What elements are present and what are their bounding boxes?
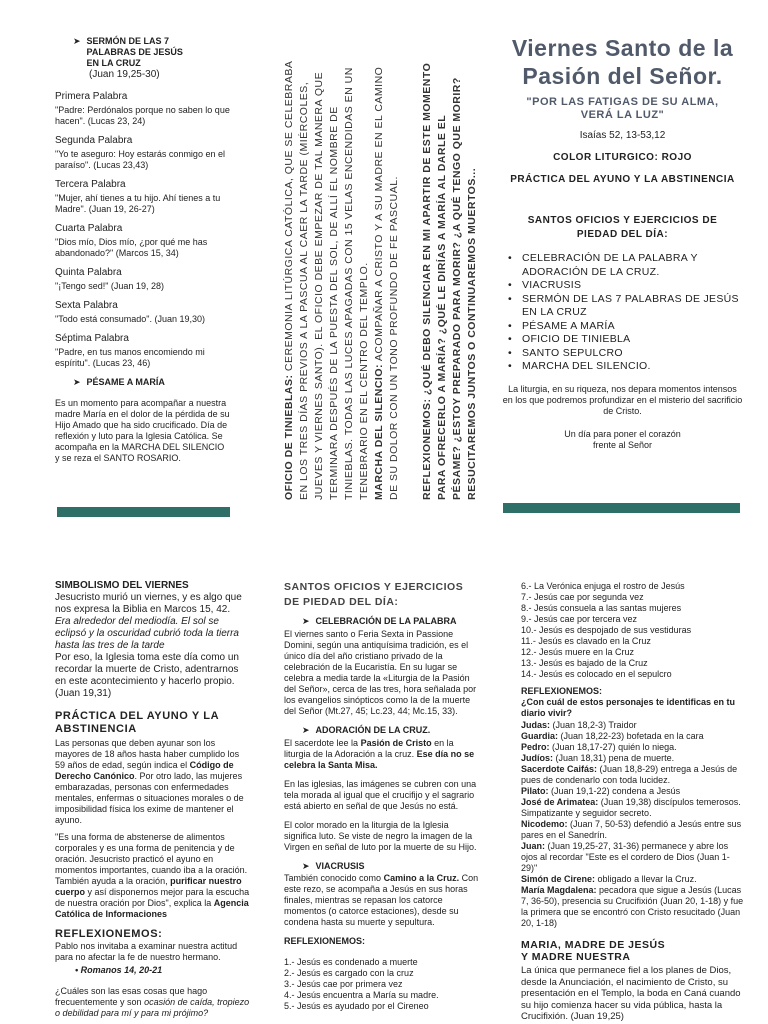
palabra-text: "Todo está consumado". (Juan 19,30) bbox=[55, 314, 205, 324]
palabras-list bbox=[55, 91, 250, 369]
reflex-title: REFLEXIONEMOS: bbox=[521, 686, 603, 696]
ador-bold-2: Ese día no se celebra la Santa Misa. bbox=[284, 749, 475, 770]
via-text-b: Con este rezo, se acompaña a Jesús en sus horas finales, mientras se repasan los catorce momentos (o catorce estaciones), desde su condena hasta su muerte y sepultura. bbox=[284, 873, 479, 927]
list-item: • MARCHA DEL SILENCIO. bbox=[500, 360, 745, 374]
pesame-title: PÉSAME A MARÍA bbox=[86, 377, 165, 387]
simbolismo-text-c: Por eso, la Iglesia toma este día como un recordar la muerte de Cristo, adentrarnos en este acontecimiento y hacerlo propio. bbox=[55, 652, 239, 687]
cover-ref: Isaías 52, 13-53,12 bbox=[579, 130, 666, 141]
list-item bbox=[521, 753, 745, 764]
practica-title: PRÁCTICA DEL AYUNO Y LA ABSTINENCIA bbox=[55, 710, 219, 735]
cel-text: El viernes santo o Feria Sexta in Passione Domini, según una antiquísima tradición, es el único día del año cristiano privado de la celebración de la Eucaristía. En su lugar se celebra a media tarde la «Liturgia de la Pasión del Señor», cerca de las tres, hora señalada por los evangelios sinópticos como la de la muerte del Señor (Mt.27, 45; Lc.23, 44; Mc.15, 33). bbox=[284, 629, 477, 716]
personaje-name: Sacerdote Caifás: bbox=[521, 764, 598, 774]
panel-simbolismo bbox=[55, 580, 251, 1024]
via-text-a: También conocido como bbox=[284, 873, 382, 883]
cover-santos-title: SANTOS OFICIOS Y EJERCICIOS DE PIEDAD DEL DÍA: bbox=[527, 215, 718, 240]
ador-p2: En las iglesias, las imágenes se cubren con una tela morada al igual que el crucifijo y el sagrario está abierto en señal de que Jesús no está. bbox=[284, 779, 477, 811]
arrow-bullet-icon: ➤ bbox=[302, 861, 310, 871]
via-text bbox=[284, 873, 480, 928]
personaje-text: (Juan 7, 50-53) defendió a Jesús entre sus pares en el Sanedrín. bbox=[521, 819, 742, 840]
cover-color: COLOR LITURGICO: ROJO bbox=[553, 152, 692, 163]
list-item bbox=[521, 786, 745, 797]
personaje-name: Judíos: bbox=[521, 753, 554, 763]
ador-text bbox=[284, 738, 480, 771]
panel-tinieblas bbox=[270, 30, 490, 510]
list-item: 4.- Jesús encuentra a María su madre. bbox=[284, 990, 439, 1000]
ador-bold-1: Pasión de Cristo bbox=[360, 738, 432, 748]
cover-oficios-list bbox=[500, 252, 745, 374]
list-item bbox=[521, 874, 745, 885]
simbolismo-title: SIMBOLISMO DEL VIERNES bbox=[55, 580, 189, 591]
oficios-title: SANTOS OFICIOS Y EJERCICIOS DE PIEDAD DEL DÍA: bbox=[284, 581, 464, 608]
list-item bbox=[521, 819, 745, 841]
reflex-text: REFLEXIONEMOS: ¿QUÉ DEBO SILENCIAR EN MI APARTIR DE ESTE MOMENTO PARA OFRECERLO A MARÍA? ¿QUÉ LE DIRÍAS A MARÍA AL DARLE EL PÉSAME? ¿ESTOY PREPARADO PARA MORIR? ¿A QUÉ TENGO QUE MORIR? RESUCITAREMOS JUNTOS O CONTINUAREMOS MUERTOS... bbox=[421, 62, 478, 500]
pesame-heading bbox=[73, 377, 250, 388]
practica-text-2 bbox=[55, 832, 251, 920]
palabra-title: Cuarta Palabra bbox=[55, 223, 123, 234]
panel-personajes bbox=[521, 581, 745, 1024]
palabra-title: Séptima Palabra bbox=[55, 333, 129, 344]
palabra-text: "Padre: Perdónalos porque no saben lo que hacen". (Lucas 23, 24) bbox=[55, 105, 230, 126]
palabra-text: "Yo te aseguro: Hoy estarás conmigo en el paraíso". (Lucas 23,43) bbox=[55, 149, 225, 170]
list-item: 9.- Jesús cae por tercera vez bbox=[521, 614, 638, 624]
cover-dia: Un día para poner el corazón frente al Señor bbox=[564, 428, 681, 450]
palabra-title: Segunda Palabra bbox=[55, 135, 133, 146]
palabra-item bbox=[55, 333, 250, 369]
list-item: • PÉSAME A MARÍA bbox=[500, 320, 745, 334]
page-title: Viernes Santo de la Pasión del Señor. bbox=[511, 35, 734, 89]
personaje-text: (Juan 18,31) pena de muerte. bbox=[555, 753, 675, 763]
reflex-title: REFLEXIONEMOS: bbox=[284, 936, 366, 946]
simbolismo-text-b: Era alrededor del mediodía. El sol se eclipsó y la oscuridad cubrió toda la tierra hasta las tres de la tarde bbox=[55, 616, 239, 651]
palabra-item bbox=[55, 223, 250, 259]
practica-text-b: . Por otro lado, las mujeres embarazadas, personas con enfermedades mentales, enfermas o situaciones morales o de imposibilidad física los exime de mantener el ayuno. bbox=[55, 771, 244, 825]
personaje-text: (Juan 18,8-29) entrega a Jesús de pues de condenarlo con toda lucidez. bbox=[521, 764, 738, 785]
arrow-bullet-icon: ➤ bbox=[302, 725, 310, 735]
arrow-bullet-icon: ➤ bbox=[73, 377, 81, 387]
personaje-name: María Magdalena: bbox=[521, 885, 597, 895]
list-item: 14.- Jesús es colocado en el sepulcro bbox=[521, 669, 672, 679]
palabra-text: "Mujer, ahí tienes a tu hijo. Ahí tienes a tu Madre". (Juan 19, 26-27) bbox=[55, 193, 221, 214]
personaje-text: (Juan 19,1-22) condena a Jesús bbox=[551, 786, 681, 796]
practica-bold-3: Agencia Católica de Informaciones bbox=[55, 898, 249, 919]
list-item: 11.- Jesús es clavado en la Cruz bbox=[521, 636, 651, 646]
reflex-text-b-plain: ¿Cuáles son las esas cosas que hago frecuentemente y son bbox=[55, 986, 208, 1007]
palabra-item bbox=[55, 300, 250, 325]
palabra-title: Primera Palabra bbox=[55, 91, 128, 102]
palabra-item bbox=[55, 91, 250, 127]
pesame-text: Es un momento para acompañar a nuestra madre María en el dolor de la pérdida de su Hijo Amado que ha sido crucificado. Día de reflexión y luto para la Iglesia Católica. Se acompaña en la MARCHA DEL SILENCIO y se reza el SANTO ROSARIO. bbox=[55, 398, 230, 463]
list-item: 7.- Jesús cae por segunda vez bbox=[521, 592, 644, 602]
ador-text-a: El sacerdote lee la bbox=[284, 738, 359, 748]
tinieblas-label: OFICIO DE TINIEBLAS: bbox=[283, 374, 295, 500]
cover-quote: "POR LAS FATIGAS DE SU ALMA, VERÁ LA LUZ" bbox=[526, 96, 719, 121]
palabra-title: Sexta Palabra bbox=[55, 300, 118, 311]
list-item: 6.- La Verónica enjuga el rostro de Jesús bbox=[521, 581, 685, 591]
marcha-block bbox=[372, 60, 402, 500]
personaje-text: (Juan 18,22-23) bofetada en la cara bbox=[560, 731, 704, 741]
ador-p3: El color morado en la liturgia de la Iglesia significa luto. Se viste de negro la imagen de la Virgen en señal de luto por la muerte de su Hijo. bbox=[284, 820, 477, 852]
reflex-text-b bbox=[55, 986, 251, 1019]
list-item bbox=[521, 731, 745, 742]
personaje-name: Guardia: bbox=[521, 731, 559, 741]
reflex-text-b-italic: ocasión de caída, tropiezo o debilidad para mí y para mi prójimo? bbox=[55, 997, 250, 1018]
list-item: 5.- Jesús es ayudado por el Cireneo bbox=[284, 1001, 429, 1011]
list-item: 12.- Jesús muere en la Cruz bbox=[521, 647, 635, 657]
personaje-text: (Juan 19,38) discípulos temerosos. Simpatizante y seguidor secreto. bbox=[521, 797, 741, 818]
personaje-name: José de Arimatea: bbox=[521, 797, 599, 807]
personajes-list bbox=[521, 720, 745, 929]
palabra-title: Tercera Palabra bbox=[55, 179, 126, 190]
list-item: • OFICIO DE TINIEBLA bbox=[500, 333, 745, 347]
palabra-item bbox=[55, 135, 250, 171]
list-item: • SANTO SEPULCRO bbox=[500, 347, 745, 361]
ador-heading bbox=[302, 725, 480, 736]
list-item: • VIACRUSIS bbox=[500, 279, 745, 293]
list-item: 1.- Jesús es condenado a muerte bbox=[284, 957, 418, 967]
list-item bbox=[521, 797, 745, 819]
tinieblas-block bbox=[282, 60, 372, 500]
list-item: 10.- Jesús es despojado de sus vestiduras bbox=[521, 625, 692, 635]
reflex-ref: • Romanos 14, 20-21 bbox=[75, 965, 163, 975]
maria-text: La única que permanece fiel a los planes de Dios, desde la Anunciación, el nacimiento de Cristo, su presentación en el Templo, la boda en Caná cuando su hijo comienza hacer su vida pública, hasta la Crucifixión. (Juan 19,25) bbox=[521, 965, 741, 1022]
practica-text-a: Las personas que deben ayunar son los mayores de 18 años hasta haber cumplido los 59 años de edad, según indica el bbox=[55, 738, 240, 770]
teal-divider bbox=[57, 507, 230, 517]
practica-bold-1: Código de Derecho Canónico bbox=[55, 760, 234, 781]
reflex-block bbox=[420, 60, 480, 500]
maria-title: MARIA, MADRE DE JESÚS Y MADRE NUESTRA bbox=[521, 939, 666, 963]
ador-text-b: en la liturgia de la Adoración a la cruz. bbox=[284, 738, 454, 759]
via-title: VIACRUSIS bbox=[315, 861, 365, 871]
personaje-name: Simón de Cirene: bbox=[521, 874, 596, 884]
teal-divider bbox=[503, 503, 740, 513]
palabra-text: "Padre, en tus manos encomiendo mi espíritu". (Lucas 23, 46) bbox=[55, 347, 205, 368]
personaje-text: (Juan 18,17-27) quién lo niega. bbox=[552, 742, 677, 752]
sermon-ref: (Juan 19,25-30) bbox=[89, 69, 160, 80]
cel-heading bbox=[302, 616, 480, 627]
tinieblas-text: CEREMONIA LITÚRGICA CATÓLICA, QUE SE CELEBRABA EN LOS TRES DÍAS PREVIOS A LA PASCUA AL CAER LA TARDE (MIÉRCOLES, JUEVES Y VIERNES SANTO). EL OFICIO DEBE EMPEZAR DE TAL MANERA QUE TERMINARA DESPUÉS DE LA PUESTA DEL SOL, DE ALLÍ EL NOMBRE DE TINIEBLAS. TODAS LAS LUCES APAGADAS CON 15 VELAS ENCENDIDAS EN UN TENEBRARIO EN EL CENTRO DEL TEMPLO. bbox=[283, 61, 370, 500]
list-item: • SERMÓN DE LAS 7 PALABRAS DE JESÚS EN LA CRUZ bbox=[500, 293, 745, 320]
panel-cover bbox=[500, 34, 745, 514]
sermon-title: SERMÓN DE LAS 7 PALABRAS DE JESÚS EN LA CRUZ bbox=[86, 36, 183, 68]
list-item: 8.- Jesús consuela a las santas mujeres bbox=[521, 603, 682, 613]
cover-liturgia: La liturgia, en su riqueza, nos depara momentos intensos en los que podremos profundizar en el misterio del sacrificio de Cristo. bbox=[502, 383, 743, 416]
list-item bbox=[521, 841, 745, 874]
marcha-text: ACOMPAÑAR A CRISTO Y A SU MADRE EN EL CAMINO DE SU DOLOR CON UN TONO PROFUNDO DE FE PASCUAL. bbox=[373, 66, 400, 500]
personaje-text: obligado a llevar la Cruz. bbox=[597, 874, 697, 884]
personaje-name: Pedro: bbox=[521, 742, 550, 752]
estaciones-list-2 bbox=[521, 581, 745, 680]
list-item bbox=[521, 742, 745, 753]
via-heading bbox=[302, 861, 480, 872]
palabra-item bbox=[55, 267, 250, 292]
reflex-question: ¿Con cuál de estos personajes te identificas en tu diario vivir? bbox=[521, 697, 736, 718]
ador-title: ADORACIÓN DE LA CRUZ. bbox=[315, 725, 431, 735]
simbolismo-ref: (Juan 19,31) bbox=[55, 688, 112, 699]
cel-title: CELEBRACIÓN DE LA PALABRA bbox=[315, 616, 457, 626]
palabra-item bbox=[55, 179, 250, 215]
list-item: 3.- Jesús cae por primera vez bbox=[284, 979, 403, 989]
panel-sermon bbox=[55, 36, 250, 526]
palabra-text: "¡Tengo sed!" (Juan 19, 28) bbox=[55, 281, 164, 291]
via-bold: Camino a la Cruz. bbox=[383, 873, 460, 883]
cover-practica: PRÁCTICA DEL AYUNO Y LA ABSTINENCIA bbox=[510, 174, 735, 185]
estaciones-list-1 bbox=[284, 957, 480, 1012]
practica-text-d: y así disponernos mejor para la escucha de nuestra oración por Dios", explica la bbox=[55, 887, 250, 908]
personaje-text: pecadora que sigue a Jesús (Lucas 7, 36-50), presencia su Crucifixión (Juan 20, 1-18) y fue la primera que se encontró con Cristo resucitado (Juan 20, 1-18) bbox=[521, 885, 744, 928]
list-item: 2.- Jesús es cargado con la cruz bbox=[284, 968, 414, 978]
arrow-bullet-icon: ➤ bbox=[302, 616, 310, 626]
reflex-text-a: Pablo nos invitaba a examinar nuestra actitud para no afectar la fe de nuestro hermano. bbox=[55, 941, 238, 962]
list-item bbox=[521, 720, 745, 731]
personaje-name: Judas: bbox=[521, 720, 551, 730]
personaje-name: Nicodemo: bbox=[521, 819, 568, 829]
practica-bold-2: purificar nuestro cuerpo bbox=[55, 876, 242, 897]
arrow-bullet-icon: ➤ bbox=[73, 36, 81, 46]
list-item: • CELEBRACIÓN DE LA PALABRA Y ADORACIÓN DE LA CRUZ. bbox=[500, 252, 745, 279]
list-item bbox=[521, 764, 745, 786]
palabra-text: "Dios mío, Dios mío, ¿por qué me has abandonado?" (Marcos 15, 34) bbox=[55, 237, 208, 258]
personaje-text: (Juan 18,2-3) Traidor bbox=[552, 720, 637, 730]
panel-oficios bbox=[284, 580, 480, 1024]
marcha-label: MARCHA DEL SILENCIO: bbox=[373, 364, 385, 500]
list-item bbox=[521, 885, 745, 929]
personaje-text: (Juan 19,25-27, 31-36) permanece y abre los ojos al recordar "Este es el cordero de Dios (Juan 1-29)" bbox=[521, 841, 730, 873]
sermon-heading bbox=[73, 36, 193, 69]
personaje-name: Pilato: bbox=[521, 786, 549, 796]
reflex-title: REFLEXIONEMOS: bbox=[55, 928, 163, 940]
list-item: 13.- Jesús es bajado de la Cruz bbox=[521, 658, 648, 668]
palabra-title: Quinta Palabra bbox=[55, 267, 122, 278]
personaje-name: Juan: bbox=[521, 841, 546, 851]
reflex-ref-text: Romanos 14, 20-21 bbox=[80, 965, 163, 975]
practica-text-c: "Es una forma de abstenerse de alimentos corporales y es una forma de penitencia y de oración. Jesucristo practicó el ayuno en momentos importantes, cuando iba a la oración. También ayuda a la oración, bbox=[55, 832, 248, 886]
simbolismo-text-a: Jesucristo murió un viernes, y es algo que nos expresa la Biblia en Marcos 15, 42. bbox=[55, 592, 242, 615]
practica-text bbox=[55, 738, 251, 826]
